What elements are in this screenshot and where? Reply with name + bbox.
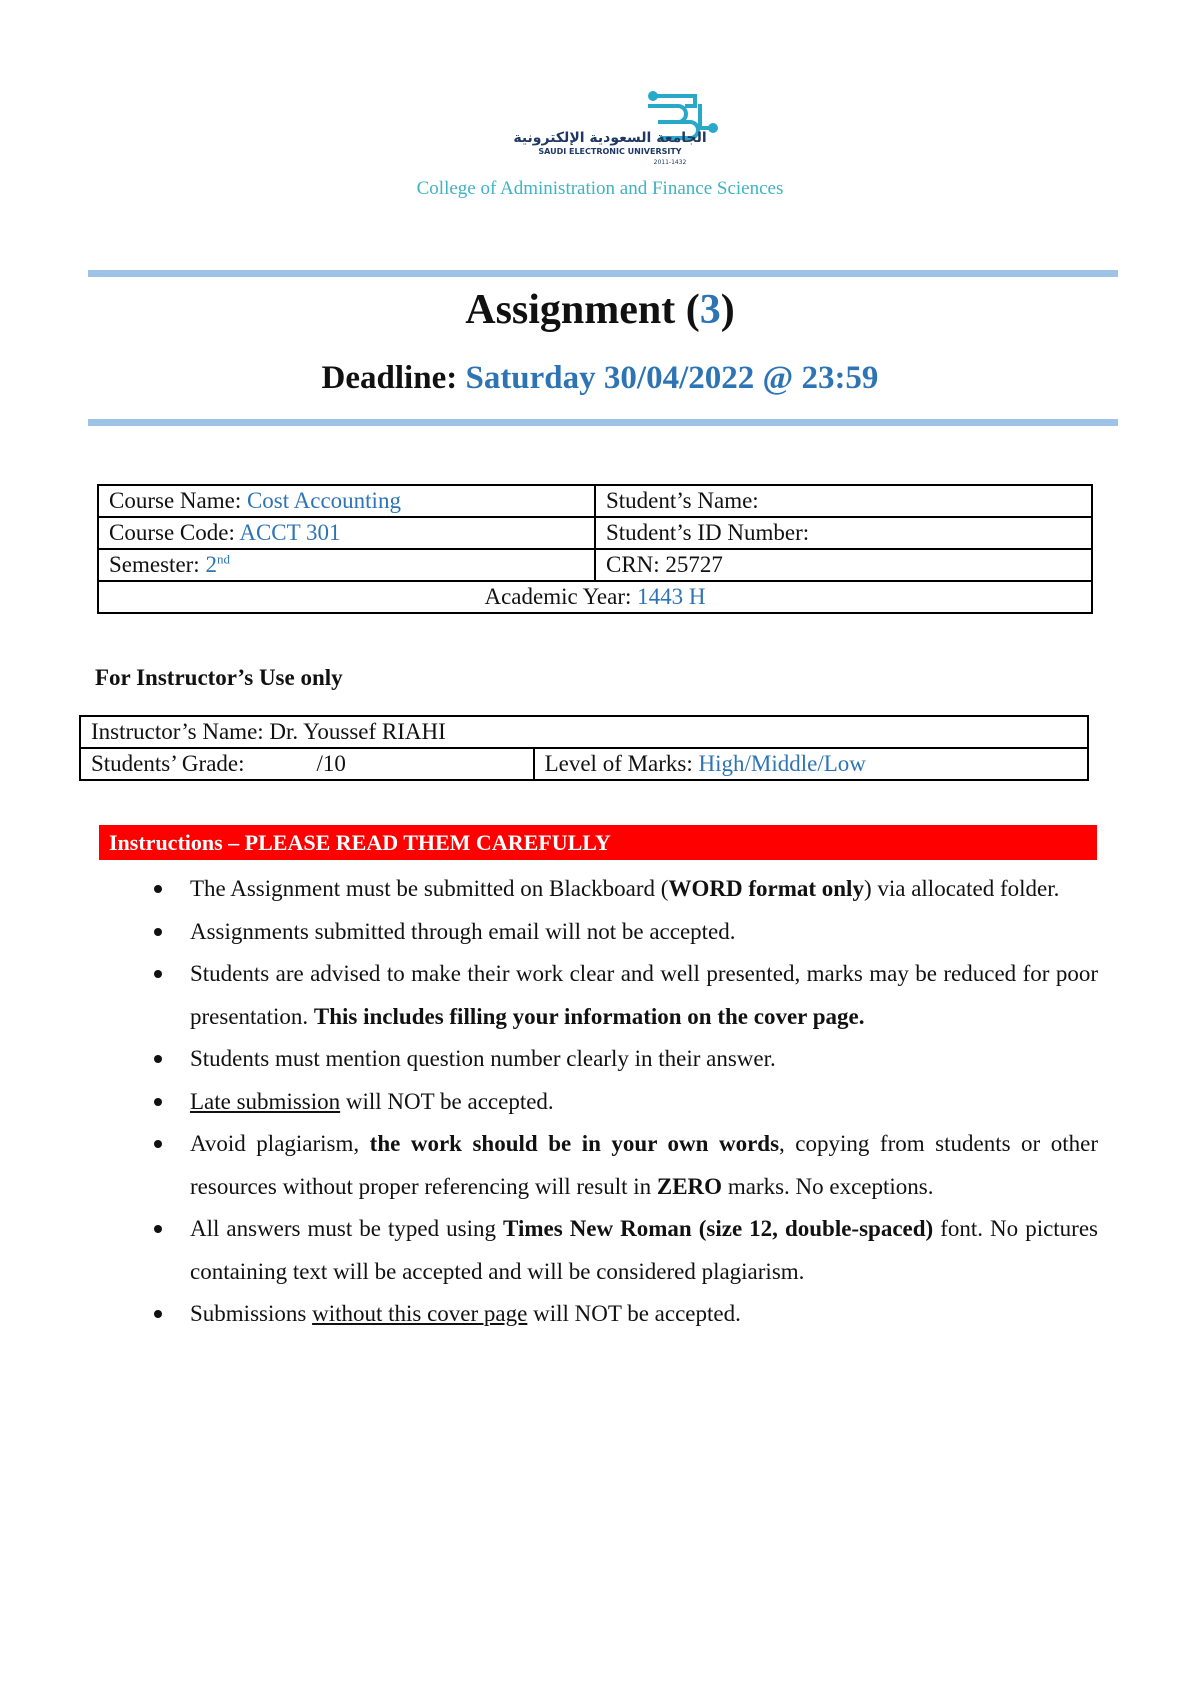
divider-top: [88, 270, 1118, 277]
course-info-table: [97, 484, 1093, 614]
logo-english-text: SAUDI ELECTRONIC UNIVERSITY: [538, 147, 682, 156]
bullet-icon: [154, 928, 162, 936]
course-name-value: Cost Accounting: [246, 488, 401, 513]
bullet-icon: [154, 1055, 162, 1063]
logo-arabic-text: الجامعة السعودية الإلكترونية: [513, 130, 707, 146]
page-title: Assignment (3): [465, 287, 735, 333]
list-item: Students must mention question number clearly in their answer.: [140, 1038, 1098, 1081]
bullet-icon: [154, 970, 162, 978]
instructions-list: [140, 868, 1098, 1336]
academic-year-value: 1443 H: [637, 584, 706, 609]
level-cell: Level of Marks: High/Middle/Low: [534, 748, 1088, 780]
course-code-value: ACCT 301: [239, 520, 341, 545]
deadline-label: Deadline:: [321, 360, 458, 396]
college-name: College of Administration and Finance Sciences: [416, 178, 784, 199]
bullet-icon: [154, 1225, 162, 1233]
list-item: All answers must be typed using Times New Roman (size 12, double-spaced) font. No pictures containing text will be accepted and will be considered plagiarism.: [140, 1208, 1098, 1293]
semester-value: 2nd: [205, 551, 230, 577]
instructor-name-cell: Instructor’s Name: Dr. Youssef RIAHI: [80, 716, 1088, 748]
deadline-value: Saturday 30/04/2022 @ 23:59: [465, 360, 879, 396]
assignment-number: 3: [699, 287, 721, 333]
grade-cell[interactable]: Students’ Grade: /10: [80, 748, 534, 780]
instructor-table: [79, 715, 1089, 781]
student-name-cell[interactable]: Student’s Name:: [595, 485, 1092, 517]
bullet-icon: [154, 885, 162, 893]
instructor-heading: For Instructor’s Use only: [95, 665, 343, 690]
list-item: Assignments submitted through email will not be accepted.: [140, 911, 1098, 954]
bullet-icon: [154, 1310, 162, 1318]
instructions-heading: Instructions – PLEASE READ THEM CAREFULLY: [99, 825, 1097, 860]
list-item: Avoid plagiarism, the work should be in your own words, copying from students or other resources without proper referencing will result in ZERO marks. No exceptions.: [140, 1123, 1098, 1208]
list-item: Submissions without this cover page will NOT be accepted.: [140, 1293, 1098, 1336]
academic-year-cell: Academic Year: 1443 H: [98, 581, 1092, 613]
deadline: [0, 360, 1200, 397]
level-value: High/Middle/Low: [698, 751, 866, 776]
list-item: The Assignment must be submitted on Blackboard (WORD format only) via allocated folder.: [140, 868, 1098, 911]
student-id-cell[interactable]: Student’s ID Number:: [595, 517, 1092, 549]
crn-cell: CRN: 25727: [595, 549, 1092, 581]
university-logo: [470, 84, 750, 174]
course-name-cell: Course Name: Cost Accounting: [98, 485, 595, 517]
list-item: Late submission will NOT be accepted.: [140, 1081, 1098, 1124]
logo-year-text: 2011-1432: [653, 159, 687, 166]
course-code-cell: Course Code: ACCT 301: [98, 517, 595, 549]
divider-bottom: [88, 419, 1118, 426]
bullet-icon: [154, 1098, 162, 1106]
bullet-icon: [154, 1140, 162, 1148]
list-item: Students are advised to make their work clear and well presented, marks may be reduced for poor presentation. This includes filling your information on the cover page.: [140, 953, 1098, 1038]
semester-cell: Semester: 2nd: [98, 549, 595, 581]
